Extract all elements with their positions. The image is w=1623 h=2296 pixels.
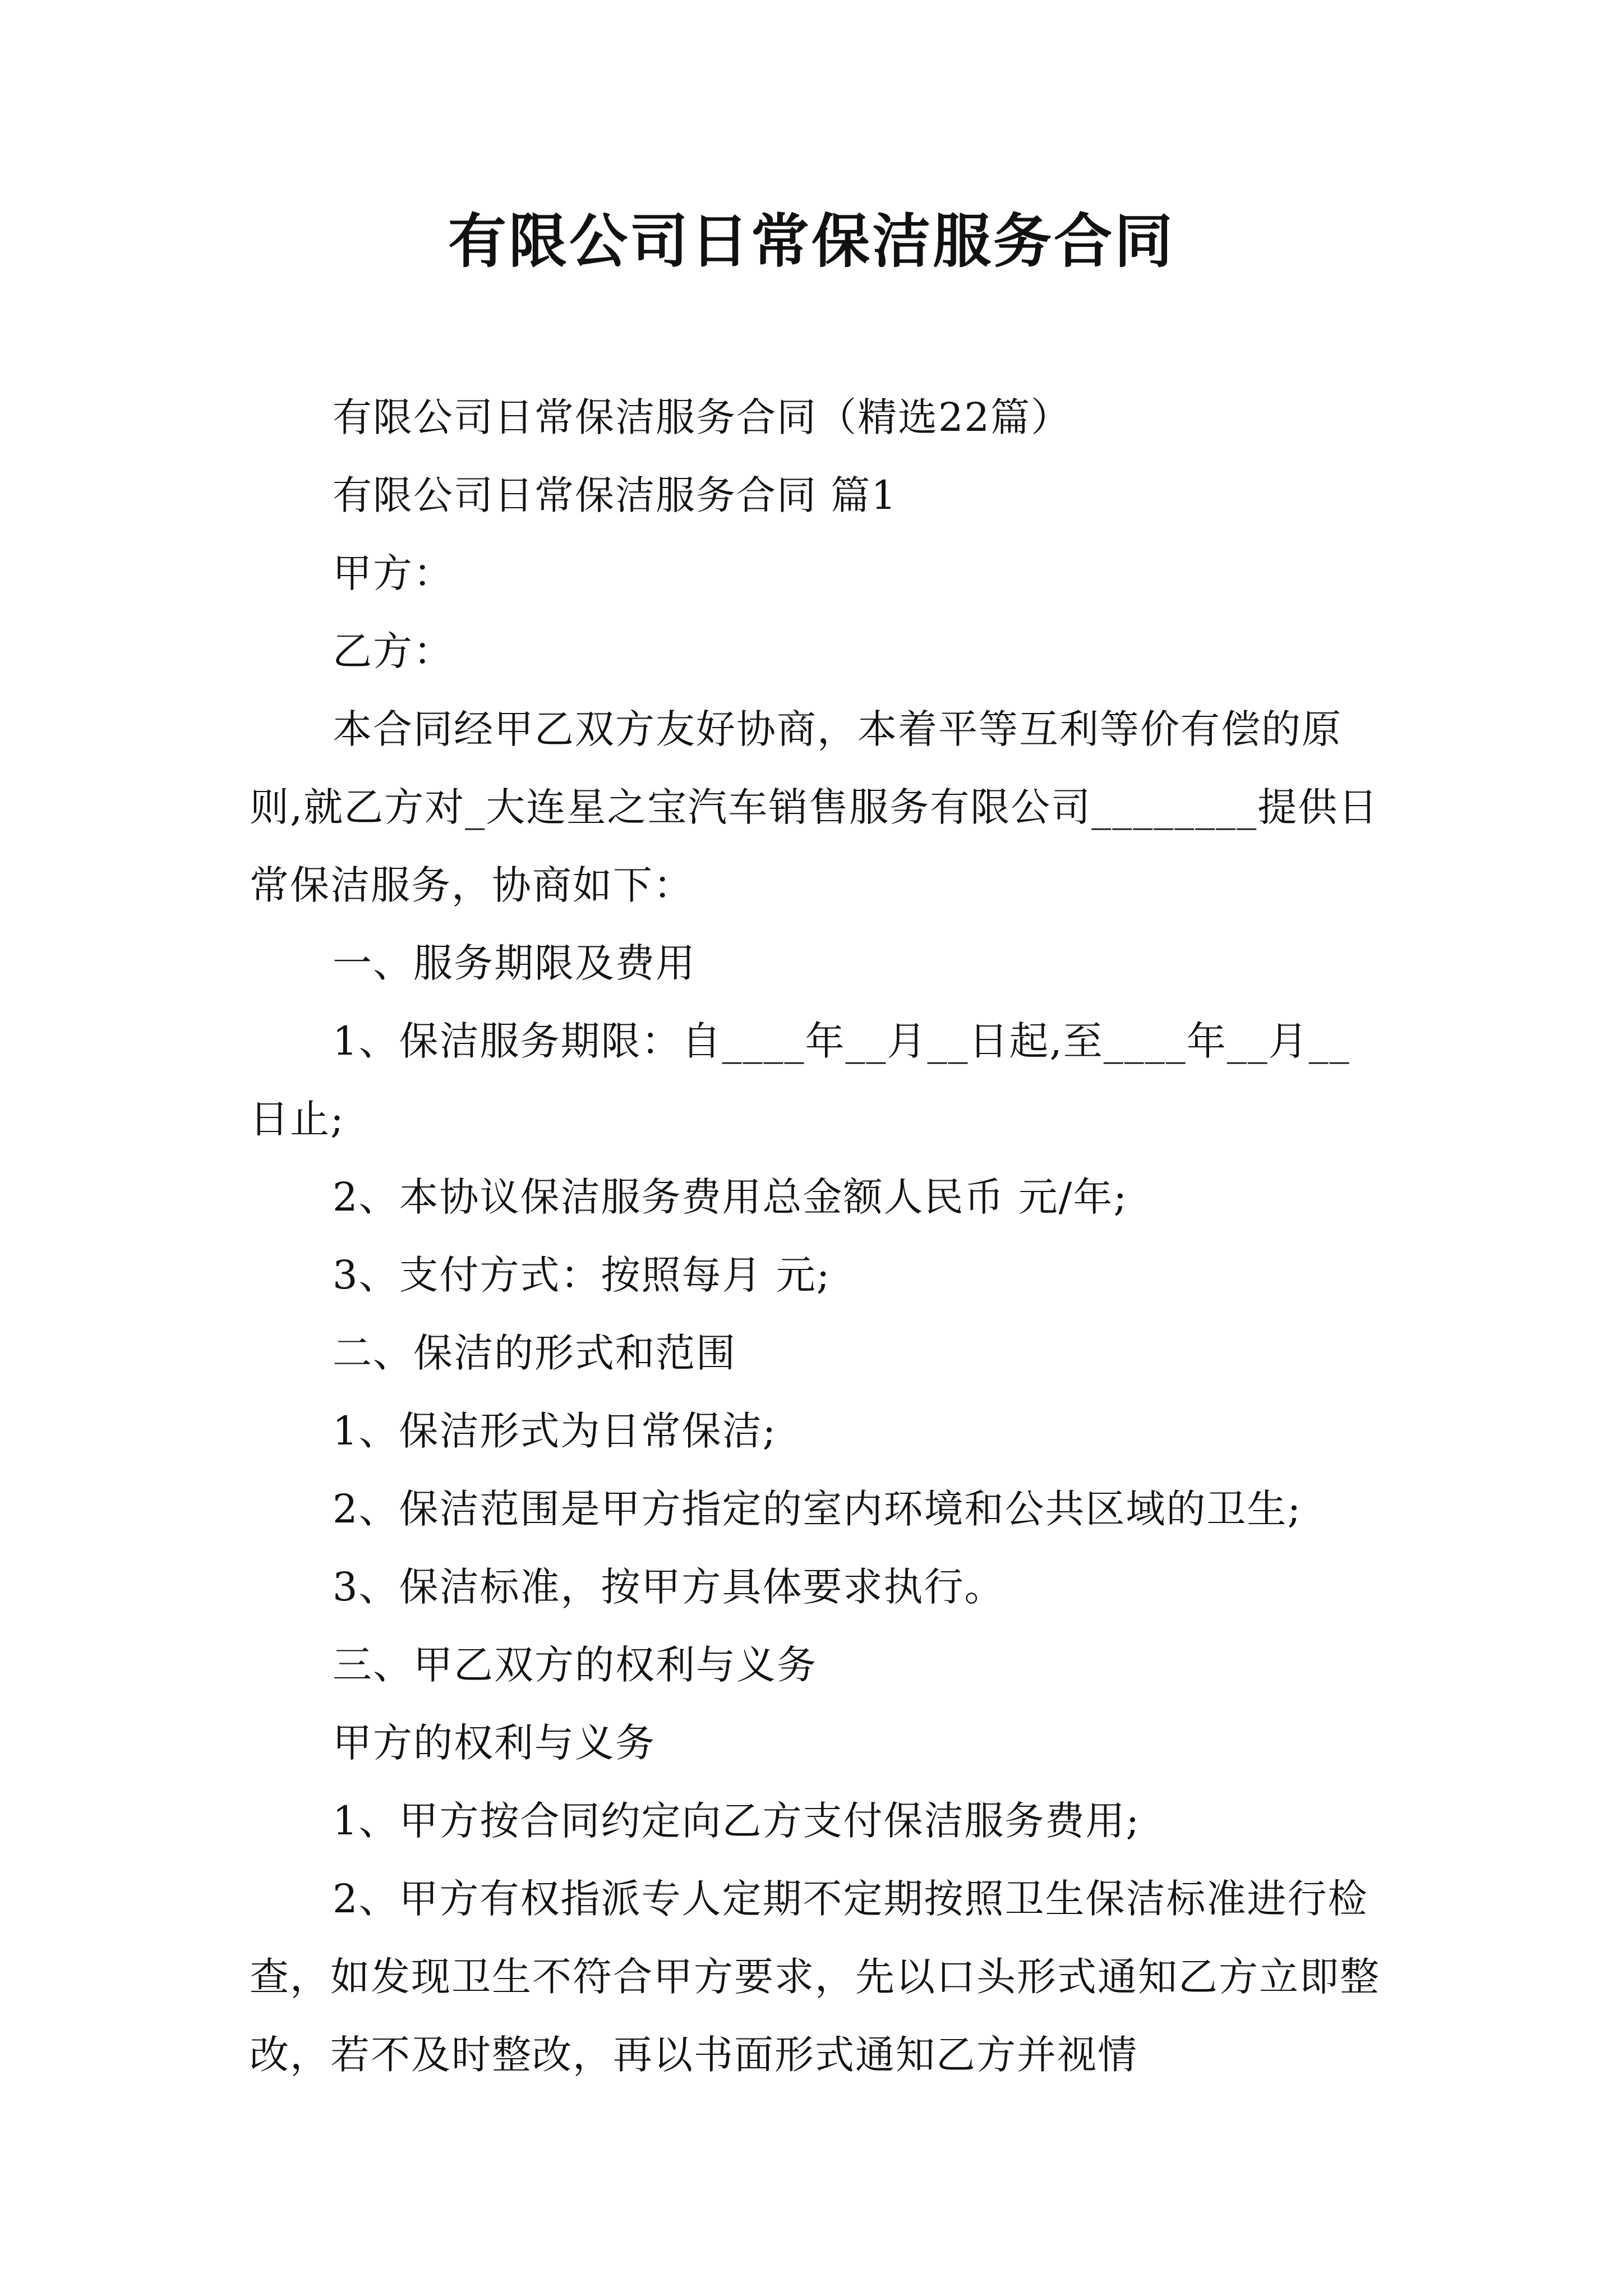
- document-title: 有限公司日常保洁服务合同: [448, 206, 1175, 275]
- paragraph-party-a: 甲方：: [333, 550, 454, 596]
- paragraph-clause-2-3: 3、保洁标准，按甲方具体要求执行。: [333, 1564, 1005, 1610]
- paragraph-clause-1-3: 3、支付方式：按照每月 元;: [333, 1252, 831, 1298]
- paragraph-subtitle: 有限公司日常保洁服务合同（精选22篇）: [333, 394, 1072, 440]
- paragraph-clause-2-2: 2、保洁范围是甲方指定的室内环境和公共区域的卫生;: [333, 1486, 1302, 1532]
- paragraph-clause-3-2: 2、甲方有权指派专人定期不定期按照卫生保洁标准进行检查，如发现卫生不符合甲方要求，先以口头形式通知乙方立即整改，若不及时整改，再以书面形式通知乙方并视情: [250, 1876, 1380, 2078]
- paragraph-clause-2-1: 1、保洁形式为日常保洁;: [333, 1408, 777, 1454]
- document-body: [250, 379, 1382, 2094]
- paragraph-clause-1-1: 1、保洁服务期限：自____年__月__日起,至____年__月__日止;: [250, 1018, 1350, 1142]
- paragraph-heading-3: 三、甲乙双方的权利与义务: [333, 1642, 817, 1688]
- paragraph-party-a-rights: 甲方的权利与义务: [333, 1720, 656, 1766]
- paragraph-intro: 本合同经甲乙双方友好协商，本着平等互利等价有偿的原则,就乙方对_大连星之宝汽车销售服务有限公司________提供日常保洁服务，协商如下：: [250, 706, 1379, 908]
- paragraph-clause-3-1: 1、甲方按合同约定向乙方支付保洁服务费用;: [333, 1798, 1141, 1844]
- paragraph-party-b: 乙方：: [333, 628, 454, 674]
- paragraph-clause-1-2: 2、本协议保洁服务费用总金额人民币 元/年;: [333, 1174, 1128, 1220]
- paragraph-section-heading: 有限公司日常保洁服务合同 篇1: [333, 472, 897, 518]
- paragraph-heading-1: 一、服务期限及费用: [333, 940, 696, 986]
- paragraph-heading-2: 二、保洁的形式和范围: [333, 1330, 736, 1376]
